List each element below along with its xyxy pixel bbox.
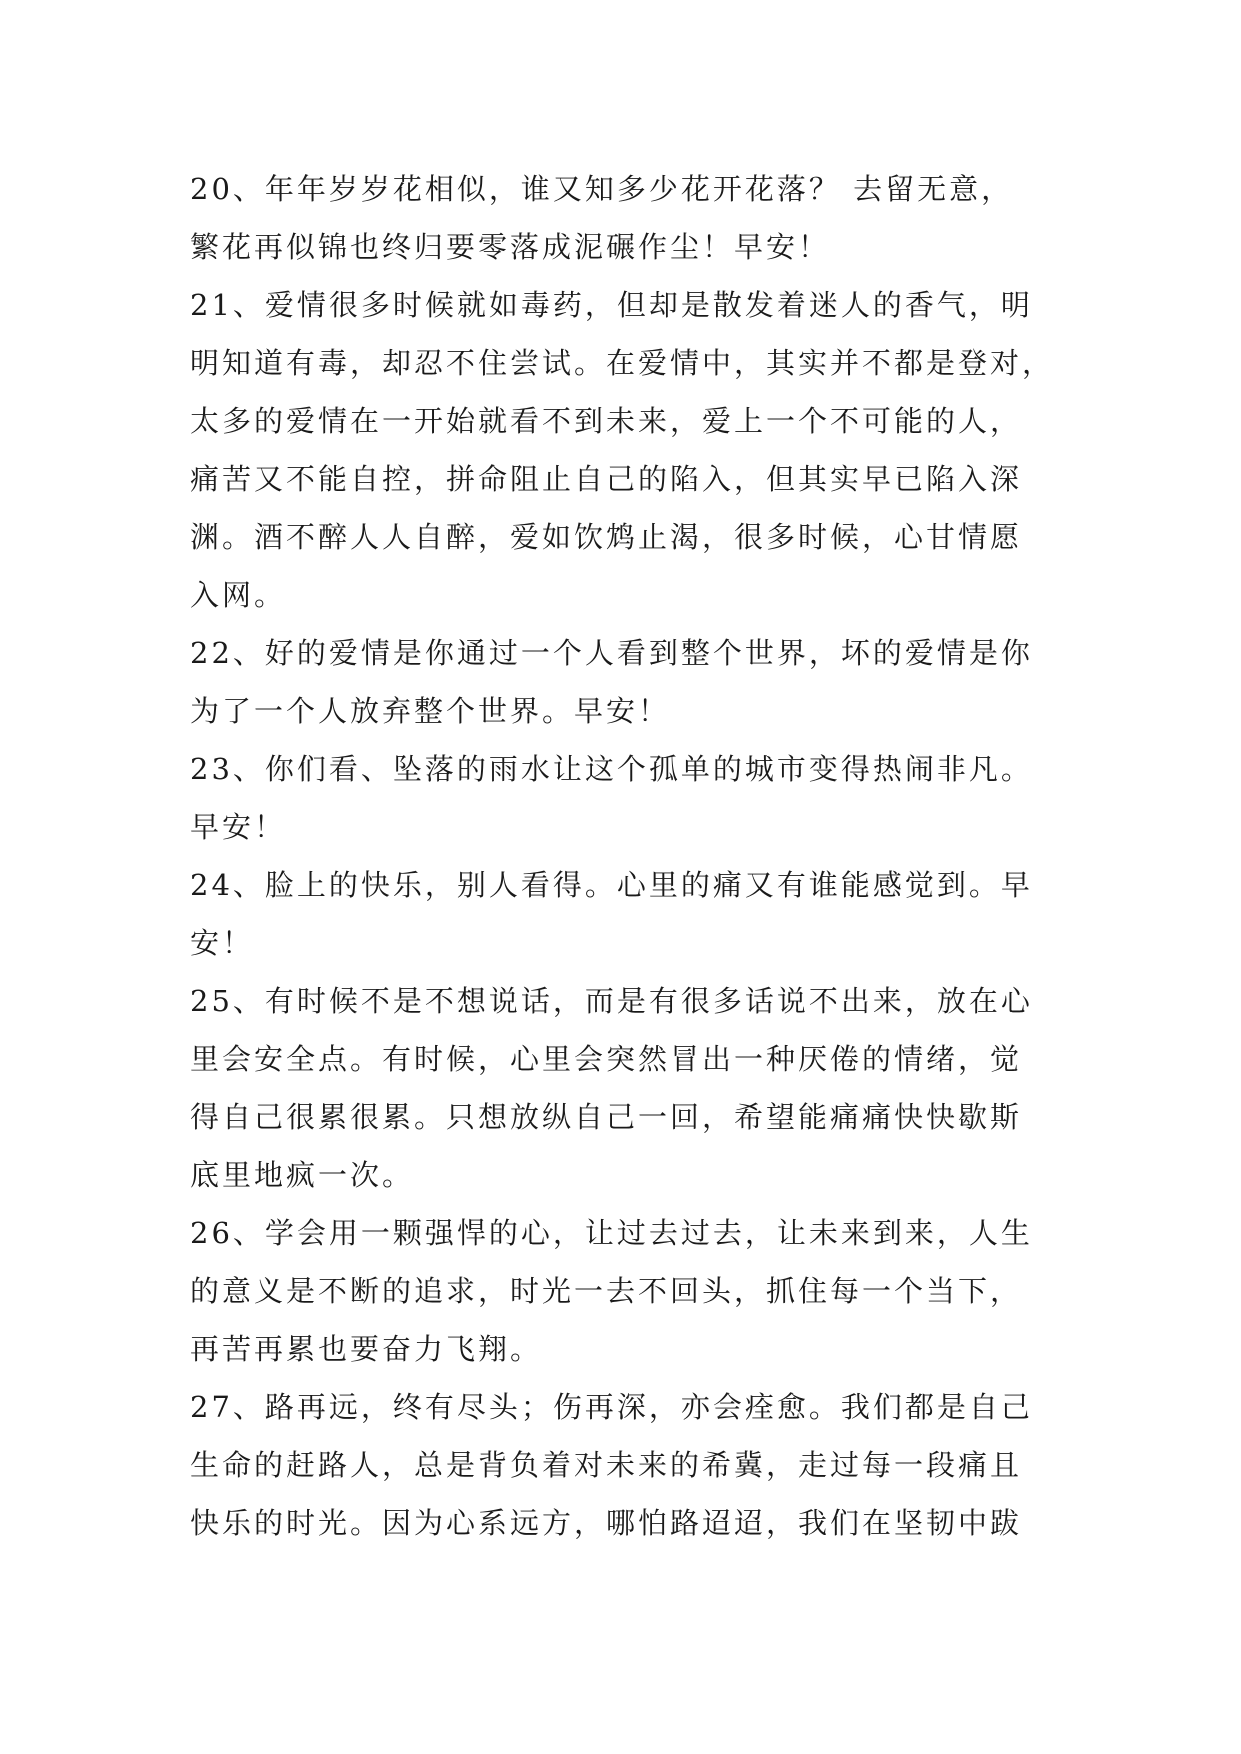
text-line: 早安！ [190,810,287,844]
text-line: 入网。 [190,578,287,612]
text-line: 痛苦又不能自控，拼命阻止自己的陷入，但其实早已陷入深 [190,462,1023,496]
text-line: 繁花再似锦也终归要零落成泥碾作尘！早安！ [190,230,831,264]
text-line: 快乐的时光。因为心系远方，哪怕路迢迢，我们在坚韧中跋 [190,1506,1023,1540]
text-line: 渊。酒不醉人人自醉，爱如饮鸩止渴，很多时候，心甘情愿 [190,520,1023,554]
text-line: 再苦再累也要奋力飞翔。 [190,1332,543,1366]
text-line: 23、你们看、坠落的雨水让这个孤单的城市变得热闹非凡。 [190,752,1033,786]
text-line: 20、年年岁岁花相似，谁又知多少花开花落？ 去留无意， [190,172,1014,206]
text-line: 底里地疯一次。 [190,1158,415,1192]
text-line: 太多的爱情在一开始就看不到未来，爱上一个不可能的人， [190,404,1023,438]
text-line: 生命的赶路人，总是背负着对未来的希冀，走过每一段痛且 [190,1448,1023,1482]
text-line: 的意义是不断的追求，时光一去不回头，抓住每一个当下， [190,1274,1023,1308]
document-body [190,160,1070,1552]
text-line: 26、学会用一颗强悍的心，让过去过去，让未来到来，人生 [190,1216,1033,1250]
text-line: 里会安全点。有时候，心里会突然冒出一种厌倦的情绪，觉 [190,1042,1023,1076]
text-line: 22、好的爱情是你通过一个人看到整个世界，坏的爱情是你 [190,636,1033,670]
text-line: 27、路再远，终有尽头；伤再深，亦会痊愈。我们都是自己 [190,1390,1033,1424]
text-line: 安！ [190,926,255,960]
text-line: 21、爱情很多时候就如毒药，但却是散发着迷人的香气，明 [190,288,1033,322]
text-line: 24、脸上的快乐，别人看得。心里的痛又有谁能感觉到。早 [190,868,1033,902]
text-line: 明知道有毒，却忍不住尝试。在爱情中，其实并不都是登对， [190,346,1055,380]
text-line: 25、有时候不是不想说话，而是有很多话说不出来，放在心 [190,984,1033,1018]
text-line: 得自己很累很累。只想放纵自己一回，希望能痛痛快快歇斯 [190,1100,1023,1134]
text-line: 为了一个人放弃整个世界。早安！ [190,694,671,728]
